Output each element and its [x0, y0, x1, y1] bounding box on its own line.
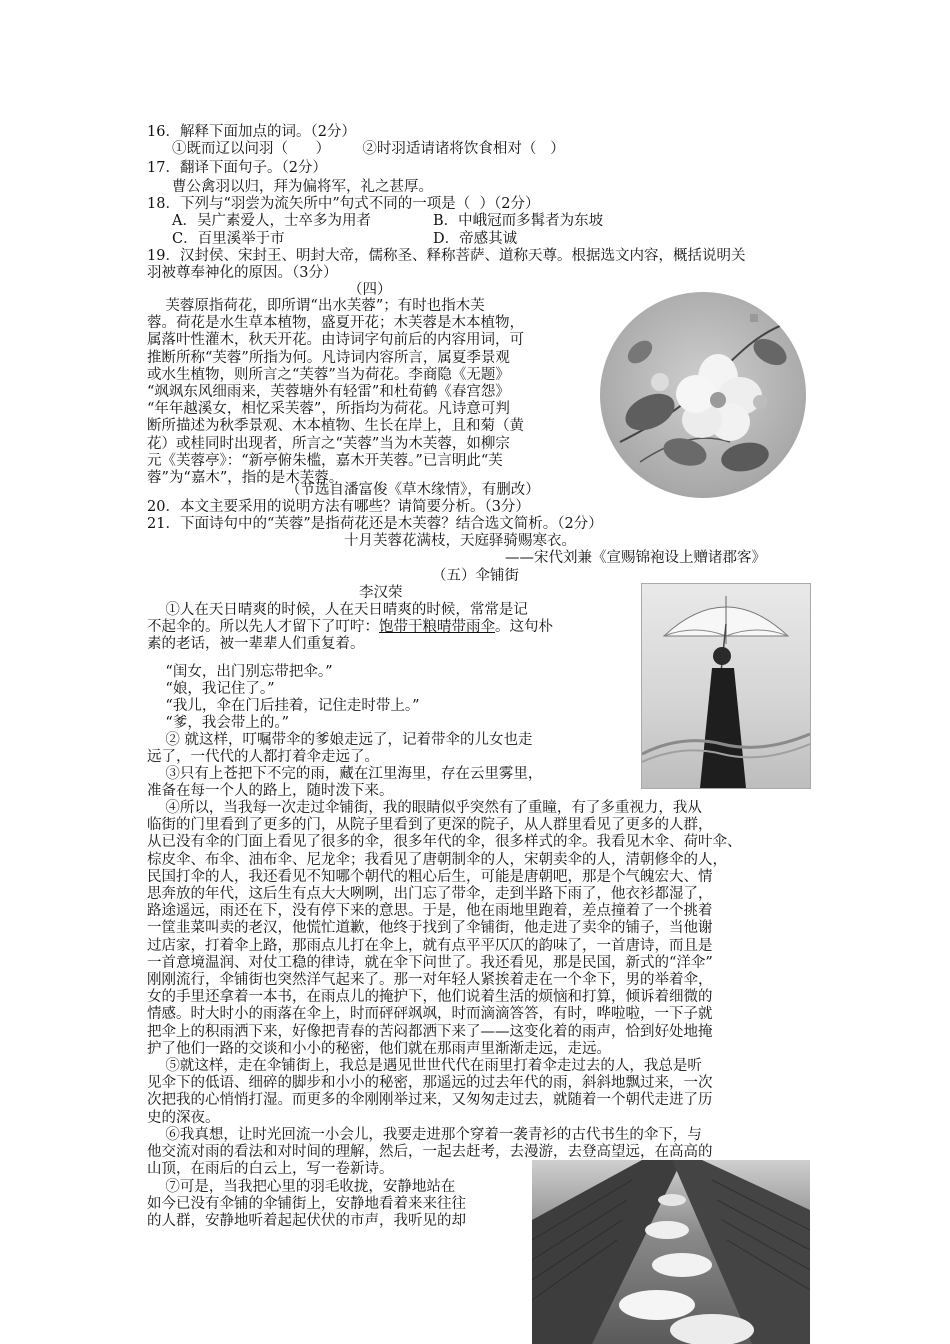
part5-author: 李汉荣 [359, 585, 403, 601]
p4-line: 从已没有伞的门面上看见了很多的伞，很多年代的伞，很多样式的伞。我看见木伞、荷叶伞、 [147, 834, 742, 851]
part4-line: 蓉。荷花是水生草本植物，盛夏开花；木芙蓉是木本植物， [147, 315, 524, 332]
part5-p1-line1: ①人在天日晴爽的时候，人在天日晴爽的时候，常常是记 [147, 602, 528, 618]
p2-line: ② 就这样，叮嘱带伞的爹娘走远了，记着带伞的儿女也走 [147, 732, 533, 748]
q16-stem: 16．解释下面加点的词。（2分） [147, 124, 356, 140]
p4-line: 棕皮伞、布伞、油布伞、尼龙伞；我看见了唐朝制伞的人，宋朝卖伞的人，清朝修伞的人， [147, 851, 727, 868]
p5-line: 次把我的心悄悄打湿。而更多的伞刚刚举过来，又匆匆走过去，就随着一个朝代走进了历 [147, 1092, 713, 1109]
p7-line: 的人群，安静地听着起起伏伏的市声，我听见的却 [147, 1213, 466, 1230]
q17-sentence: 曹公禽羽以归，拜为偏将军，礼之甚厚。 [172, 179, 433, 195]
p4-line: 民国打伞的人，我还看见不知哪个朝代的粗心后生，可能是唐朝吧，那是个气魄宏大、情 [147, 868, 713, 885]
p7-line: ⑦可是，当我把心里的羽毛收拢，安静地站在 [147, 1179, 456, 1195]
p4-line: 护了他们一路的交谈和小小的秘密，他们就在那雨声里渐渐走远，走远。 [147, 1040, 611, 1057]
part4-line: 推断所称“芙蓉”所指为何。凡诗词内容所言，属夏季景观 [147, 349, 510, 366]
p5-line: 史的深夜。 [147, 1109, 220, 1126]
p4-line: 刚刚流行，伞铺街也突然洋气起来了。那一对年轻人紧挨着走在一个伞下，男的举着伞， [147, 972, 713, 989]
p5-line: ⑤就这样，走在伞铺街上，我总是遇见世世代代在雨里打着伞走过去的人，我总是听 [147, 1058, 702, 1074]
q18-stem: 18．下列与“羽尝为流矢所中”句式不同的一项是（ ）（2分） [147, 196, 540, 212]
part4-line: “飒飒东风细雨来，芙蓉塘外有轻雷”和杜荀鹤《春宫怨》 [147, 384, 510, 401]
p5-line: 见伞下的低语、细碎的脚步和小小的秘密，那遥远的过去年代的雨，斜斜地飘过来，一次 [147, 1075, 713, 1092]
dialog-line: “娘，我记住了。” [147, 681, 275, 697]
part4-source: （节选自潘富俊《草木缘情》，有删改） [286, 482, 540, 498]
dialog-line: “爹，我会带上的。” [147, 715, 290, 731]
part4-line: “年年越溪女，相忆采芙蓉”，所指均为荷花。凡诗意可判 [147, 401, 510, 418]
part5-p1-line3: 素的老话，被一辈辈人们重复着。 [147, 636, 365, 652]
q18-option-c: C．百里溪举于市 [172, 231, 285, 247]
part5-p1-line2 [147, 619, 553, 636]
part4-line: 花）或桂同时出现者，所言之“芙蓉”当为木芙蓉，如柳宗 [147, 435, 510, 452]
part4-line: 元《芙蓉亭》：“新亭俯朱槛，嘉木开芙蓉。”已言明此“芙 [147, 452, 503, 469]
rooftop-umbrellas-photo [532, 1160, 810, 1344]
p4-line: 一筐韭菜叫卖的老汉，他慌忙道歉，他终于找到了伞铺街，他走进了卖伞的铺子，当他谢 [147, 920, 713, 937]
p4-line: 临街的门里看到了更多的门，从院子里看到了更深的院子，从人群里看见了更多的人群， [147, 817, 713, 834]
q19-line2: 羽被尊奉神化的原因。（3分） [147, 265, 338, 281]
part4-line: 蓉”为“嘉木”，指的是木芙蓉。 [147, 470, 344, 487]
q16-items: ①既而辽以问羽（ ） ②时羽适请诸将饮食相对（ ） [172, 141, 565, 157]
p4-line: ④所以，当我每一次走过伞铺街，我的眼睛似乎突然有了重瞳，有了多重视力，我从 [147, 800, 702, 816]
p1-text: 不起伞的。所以先人才留下了叮咛： [147, 619, 379, 635]
p1-text: 。这句朴 [495, 619, 553, 635]
p4-line: 女的手里还拿着一本书，在雨点儿的掩护下，他们说着生活的烦恼和打算，倾诉着细微的 [147, 989, 713, 1006]
p5-paragraph [147, 1058, 713, 1127]
p3-line: ③只有上苍把下不完的雨，藏在江里海里，存在云里雾里， [147, 766, 543, 782]
q21-stem: 21．下面诗句中的“芙蓉”是指荷花还是木芙蓉？结合选文简析。（2分） [147, 516, 603, 532]
p6-line: 山顶，在雨后的白云上，写一卷新诗。 [147, 1161, 394, 1178]
dialog-line: “我儿，伞在门后挂着，记住走时带上。” [147, 698, 420, 714]
p6-line: ⑥我真想，让时光回流一小会儿，我要走进那个穿着一袭青衫的古代书生的伞下，与 [147, 1127, 702, 1143]
part4-line: 或水生植物，则所言之“芙蓉”当为荷花。李商隐《无题》 [147, 366, 510, 383]
p4-line: 思奔放的年代，这后生有点大大咧咧，出门忘了带伞，走到半路下雨了，他衣衫都湿了， [147, 886, 713, 903]
q18-option-a: A．吴广素爱人，士卒多为用者 [172, 213, 371, 229]
q20-stem: 20．本文主要采用的说明方法有哪些？请简要分析。（3分） [147, 499, 530, 515]
q21-poem: 十月芙蓉花满枝，天庭驿骑赐寒衣。 [344, 533, 576, 549]
p4-paragraph [147, 800, 742, 1058]
part4-line: 属落叶性灌木，秋天开花。由诗词字句前后的内容用词，可 [147, 332, 524, 349]
q18-option-d: D．帝感其诚 [433, 231, 518, 247]
p4-line: 路途遥远，雨还在下，没有停下来的意思。于是，他在雨地里跑着，差点撞着了一个挑着 [147, 903, 713, 920]
p2-line: 远了，一代代的人都打着伞走远了。 [147, 749, 379, 765]
hibiscus-painting [600, 292, 806, 498]
part5-heading: （五）伞铺街 [432, 568, 519, 584]
p1-underlined-proverb: 饱带干粮晴带雨伞 [379, 619, 495, 635]
q19-line1: 19．汉封侯、宋封王、明封大帝，儒称圣、释称菩萨、道称天尊。根据选文内容，概括说明关 [147, 248, 746, 264]
p7-paragraph [147, 1179, 466, 1231]
q21-poem-source: ——宋代刘兼《宣赐锦袍设上赠诸郡客》 [505, 550, 766, 566]
q17-stem: 17．翻译下面句子。（2分） [147, 160, 327, 176]
p3-line: 准备在每一个人的路上，随时泼下来。 [147, 783, 394, 799]
part4-line: 芙蓉原指荷花，即所谓“出水芙蓉”；有时也指木芙 [147, 298, 485, 314]
p6-line: 他交流对雨的看法和对时间的理解，然后，一起去赶考，去漫游，去登高望远，在高高的 [147, 1144, 713, 1161]
p4-line: 情感。时大时小的雨落在伞上，时而砰砰飒飒，时而滴滴答答，有时，哗啦啦，一下子就 [147, 1006, 713, 1023]
p4-line: 一首意境温润、对仗工稳的律诗，就在伞下问世了。我还看见，那是民国，新式的“洋伞” [147, 954, 713, 971]
p4-line: 把伞上的积雨洒下来，好像把青春的苦闷都洒下来了——这变化着的雨声，恰到好处地掩 [147, 1023, 713, 1040]
part4-heading: （四） [348, 282, 392, 298]
p7-line: 如今已没有伞铺的伞铺街上，安静地看着来来往往 [147, 1196, 466, 1213]
p4-line: 过店家，打着伞上路，那雨点儿打在伞上，就有点平平仄仄的韵味了，一首唐诗，而且是 [147, 937, 713, 954]
dialog-line: “闺女，出门别忘带把伞。” [147, 664, 333, 680]
q18-option-b: B．中峨冠而多髯者为东坡 [433, 213, 604, 229]
part4-line: 断所描述为秋季景观、木本植物、生长在岸上，且和菊（黄 [147, 418, 524, 435]
umbrella-woman-photo [641, 583, 811, 789]
part4-article [147, 298, 524, 487]
